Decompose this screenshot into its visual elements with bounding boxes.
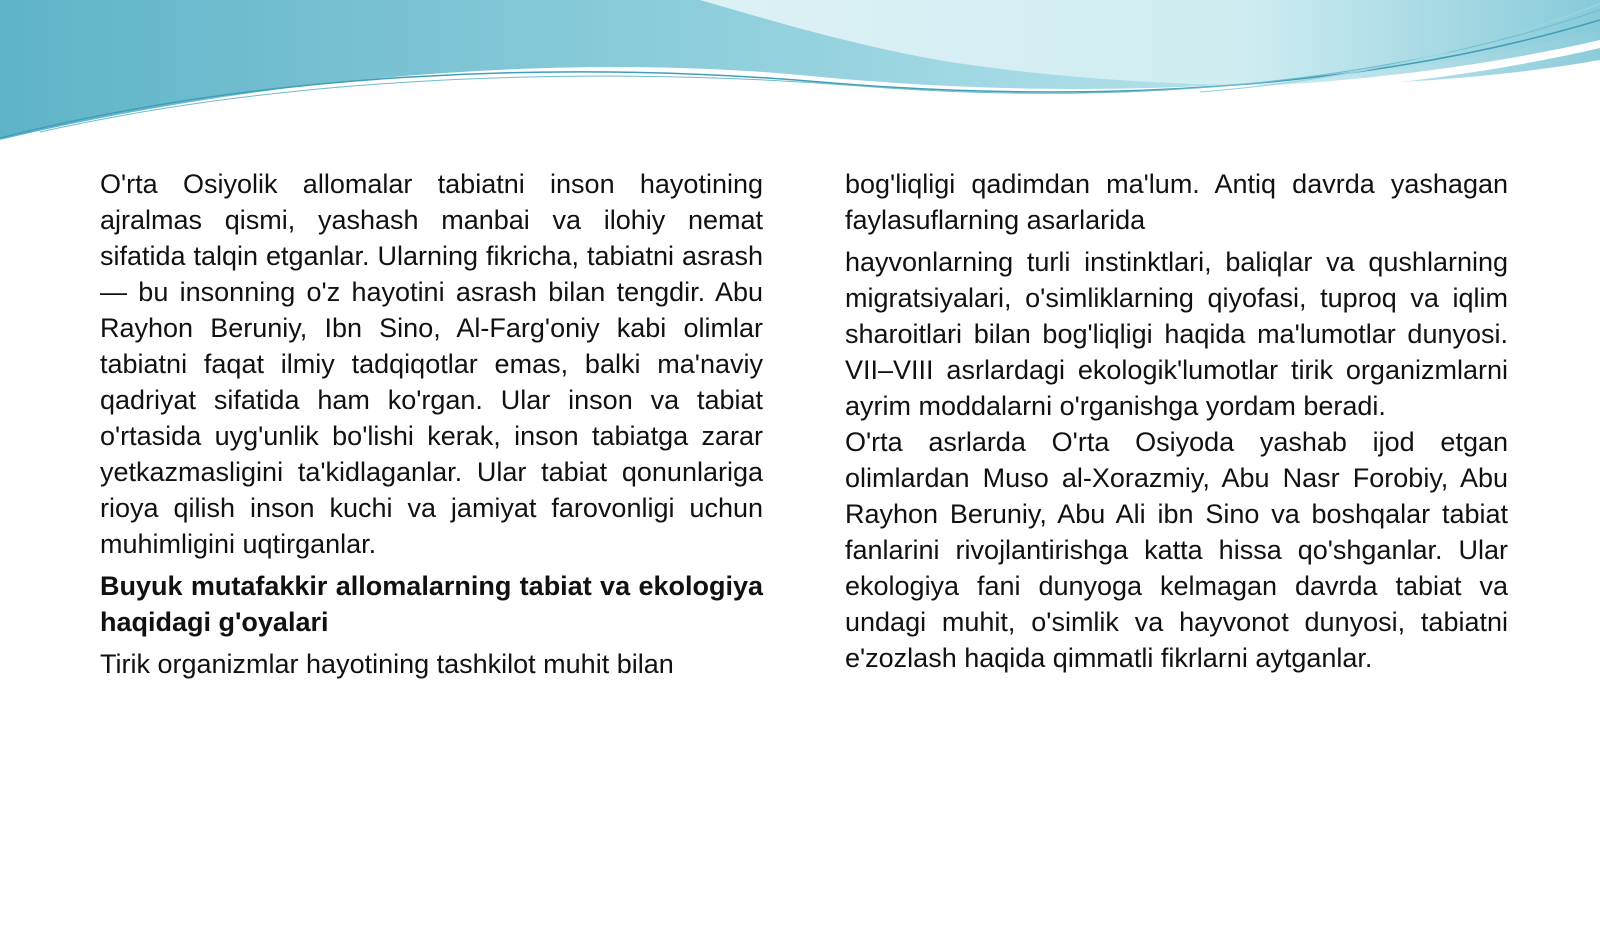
left-paragraph-2: Tirik organizmlar hayotining tashkilot muhit bilan [100,649,674,679]
right-column [845,166,1508,682]
right-paragraph-1: bog'liqligi qadimdan ma'lum. Antiq davrda yashagan faylasuflarning asarlarida [845,169,1508,235]
right-paragraph-3: O'rta asrlarda O'rta Osiyoda yashab ijod etgan olimlardan Muso al-Xorazmiy, Abu Nasr Forobiy, Abu Rayhon Beruniy, Abu Ali ibn Sino va boshqalar tabiat fanlarini rivojlantirishga katta hissa qo'shganlar. Ular ekologiya fani dunyoga kelmagan davrda tabiat va undagi muhit, o'simlik va hayvonot dunyosi, tabiatni e'zozlash haqida qimmatli fikrlarni aytganlar. [845,427,1508,673]
left-column [100,166,763,688]
section-heading: Buyuk mutafakkir allomalarning tabiat va ekologiya haqidagi g'oyalari [100,571,763,637]
header-wave-decoration [0,0,1600,150]
right-paragraph-2: hayvonlarning turli instinktlari, baliqlar va qushlarning migratsiyalari, o'simliklarning qiyofasi, tuproq va iqlim sharoitlari bilan bog'liqligi haqida ma'lumotlar dunyosi. VII–VIII asrlardagi ekologik'lumotlar tirik organizmlarni ayrim moddalarni o'rganishga yordam beradi. [845,247,1508,421]
left-paragraph-1: O'rta Osiyolik allomalar tabiatni inson hayotining ajralmas qismi, yashash manbai va ilohiy nemat sifatida talqin etganlar. Ularning fikricha, tabiatni asrash — bu insonning o'z hayotini asrash bilan tengdir. Abu Rayhon Beruniy, Ibn Sino, Al-Farg'oniy kabi olimlar tabiatni faqat ilmiy tadqiqotlar emas, balki ma'naviy qadriyat sifatida ham ko'rgan. Ular inson va tabiat o'rtasida uyg'unlik bo'lishi kerak, inson tabiatga zarar yetkazmasligini ta'kidlaganlar. Ular tabiat qonunlariga rioya qilish inson kuchi va jamiyat farovonligi uchun muhimligini uqtirganlar. [100,169,763,559]
